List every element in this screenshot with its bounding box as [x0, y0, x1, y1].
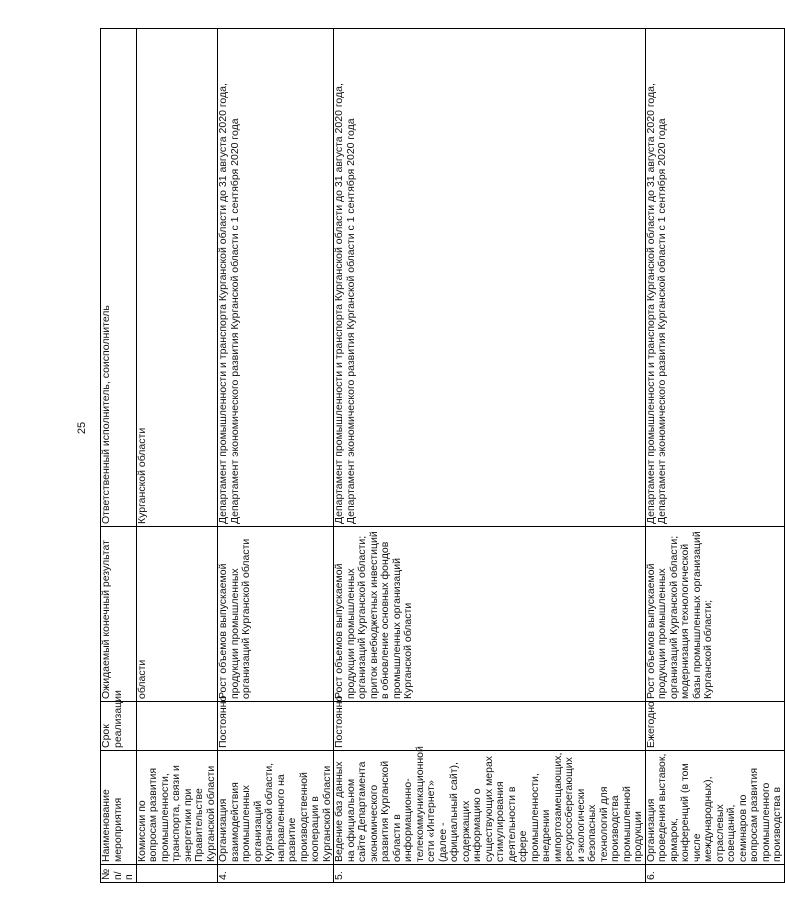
cell-name: Организация взаимодействия промышленных организаций Курганской области, направленного на развитие производственной кооперации в Курганской области: [218, 751, 334, 865]
header-num: № п/п: [101, 865, 137, 883]
cell-executor: Департамент промышленности и транспорта Курганской области до 31 августа 2020 года, Департамент экономического развития Курганской области с 1 сентября 2020 года: [334, 29, 646, 527]
table-header-row: [101, 29, 137, 883]
cell-term: Постоянно: [218, 702, 334, 751]
cell-result: Рост объемов выпускаемой продукции промышленных организаций Курганской области: [218, 527, 334, 702]
cell-executor: Курганской области: [136, 29, 218, 527]
cell-num: 5.: [334, 865, 646, 883]
cell-name: Комиссии по вопросам развития промышленности, транспорта, связи и энергетики при Правительстве Курганской области: [136, 751, 218, 865]
cell-term: Постоянно: [334, 702, 646, 751]
cell-name: Организация проведения выставок, ярмарок, конференций (в том числе международных), отраслевых совещаний, семинаров по вопросам развития промышленного производства в: [645, 751, 784, 865]
table-row: [334, 29, 646, 883]
header-name: Наименование мероприятия: [101, 751, 137, 865]
cell-term: Ежегодно: [645, 702, 784, 751]
cell-num: [136, 865, 218, 883]
cell-num: 6.: [645, 865, 784, 883]
cell-result: области: [136, 527, 218, 702]
table-row: [218, 29, 334, 883]
cell-result: Рост объемов выпускаемой продукции промышленных организаций Курганской области; модернизация технологической базы промышленных организаций Курганской области;: [645, 527, 784, 702]
cell-num: 4.: [218, 865, 334, 883]
cell-result: Рост объемов выпускаемой продукции промышленных организаций Курганской области; приток внебюджетных инвестиций в обновление основных фондов промышленных организаций Курганской области: [334, 527, 646, 702]
header-result: Ожидаемый конечный результат: [101, 527, 137, 702]
header-executor: Ответственный исполнитель, соисполнитель: [101, 29, 137, 527]
measures-table: [100, 28, 785, 883]
cell-name: Ведение баз данных на официальном сайте Департамента экономического развития Курганской области в информационно-телекоммуникационной сети «Интернет» (далее - официальный сайт), содержащих информацию о существующих мерах стимулирования деятельности в сфере промышленности, внедрении импортозамещающих, ресурсосберегающих и экологически безопасных технологий для производства промышленной продукции: [334, 751, 646, 865]
table-row: [136, 29, 218, 883]
page-number: 25: [76, 421, 88, 435]
cell-executor: Департамент промышленности и транспорта Курганской области до 31 августа 2020 года, Департамент экономического развития Курганской области с 1 сентября 2020 года: [218, 29, 334, 527]
rotated-table-container: [100, 28, 783, 883]
cell-executor: Департамент промышленности и транспорта Курганской области до 31 августа 2020 года, Департамент экономического развития Курганской области с 1 сентября 2020 года: [645, 29, 784, 527]
header-term: Срок реализации: [101, 702, 137, 751]
cell-term: [136, 702, 218, 751]
table-row: [645, 29, 784, 883]
